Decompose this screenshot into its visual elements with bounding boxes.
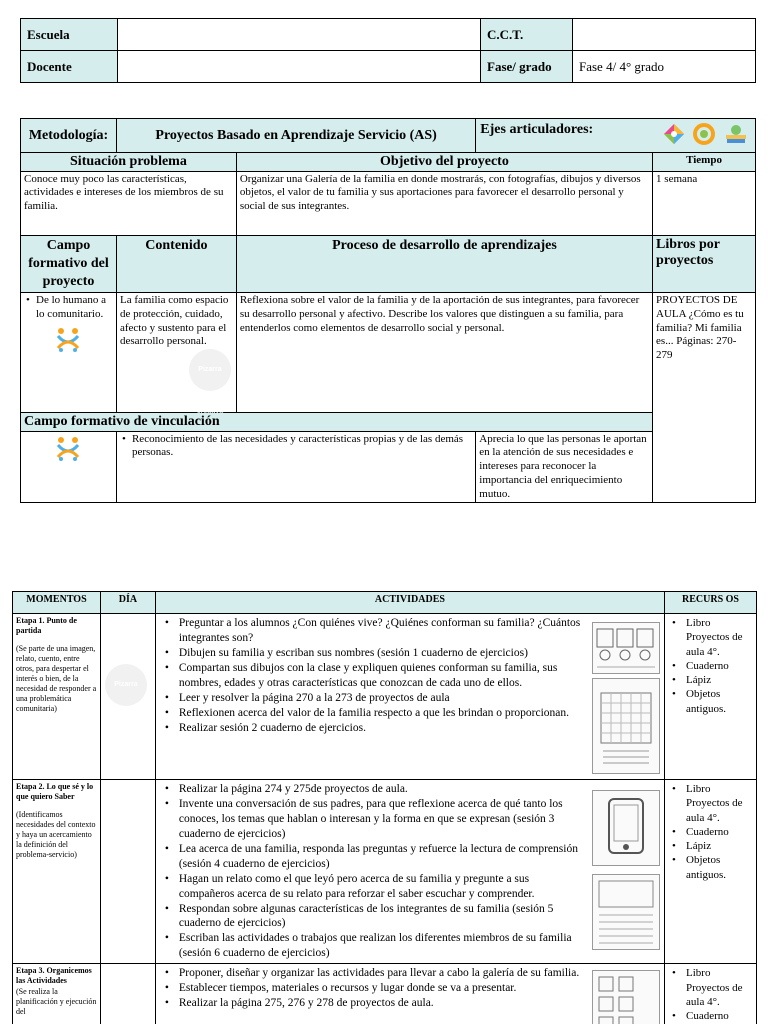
fase-label: Fase/ grado — [481, 51, 573, 83]
campo-cell — [21, 293, 117, 413]
books-icon — [724, 123, 748, 150]
school-info-table — [20, 18, 756, 83]
resource-item: • Cuaderno — [668, 825, 753, 839]
objetivo-header: Objetivo del proyecto — [236, 153, 652, 172]
situacion-text: Conoce muy poco las características, actividades e intereses de los miembros de su familia. — [21, 171, 237, 235]
vinculacion-header: Campo formativo de vinculación — [21, 413, 653, 432]
cct-field[interactable] — [573, 19, 756, 51]
resources-cell — [665, 780, 757, 964]
activities-table — [12, 591, 757, 1024]
watermark-logo: Pizarra creativa — [189, 349, 231, 391]
resources-cell — [665, 614, 757, 780]
community-icon — [55, 435, 81, 466]
project-plan-table — [20, 118, 756, 503]
campo-item: • De lo humano a lo comunitario. — [24, 294, 113, 322]
activities-cell — [155, 964, 664, 1024]
worksheet-thumbnail — [592, 622, 660, 674]
stage-title: Etapa 3. Organicemos las Actividades — [16, 966, 92, 986]
activity-item: • Reflexionen acerca del valor de la familia respecto a que les brindan o proporcionan. — [159, 706, 584, 721]
day-cell[interactable] — [100, 964, 155, 1024]
watermark-logo: Pizarra creativa — [105, 664, 147, 706]
activities-cell — [155, 614, 664, 780]
activity-item: • Lea acerca de una familia, responda las preguntas y refuerce la lectura de comprensión (sesión 4 cuaderno de ejercicios) — [159, 842, 584, 872]
resource-item: • Cuaderno — [668, 659, 753, 673]
activity-item: • Preguntar a los alumnos ¿Con quiénes vive? ¿Quiénes conforman su familia? ¿Cuántos integrantes son? — [159, 616, 584, 646]
day-cell[interactable] — [100, 780, 155, 964]
resource-item: • Objetos antiguos. — [668, 853, 753, 882]
ejes-label: Ejes articuladores: — [480, 122, 594, 138]
activities-cell — [155, 780, 664, 964]
activity-item: • Escriban las actividades o trabajos que realizan los diferentes miembros de su familia (sesión 6 cuaderno de ejercicios) — [159, 931, 584, 961]
activity-item: • Respondan sobre algunas características de los integrantes de su familia (sesión 5 cuaderno de ejercicios) — [159, 902, 584, 932]
worksheet-thumbnail — [592, 874, 660, 950]
ejes-cell — [476, 119, 756, 153]
activity-item: • Establecer tiempos, materiales o recursos y lugar donde se va a presentar. — [159, 981, 584, 996]
contenido-text: La familia como espacio de protección, cuidado, afecto y sustento para el desarrollo personal. — [119, 294, 229, 348]
libros-header: Libros por proyectos — [653, 235, 756, 293]
situacion-header: Situación problema — [21, 153, 237, 172]
vinculacion-cell — [116, 431, 475, 503]
escuela-label: Escuela — [21, 19, 118, 51]
stage-title: Etapa 1. Punto de partida — [16, 616, 77, 635]
fase-field: Fase 4/ 4° grado — [573, 51, 756, 83]
docente-label: Docente — [21, 51, 118, 83]
activity-item: • Proponer, diseñar y organizar las actividades para llevar a cabo la galería de su familia. — [159, 966, 584, 981]
worksheet-thumbnail — [592, 970, 660, 1024]
docente-field[interactable] — [118, 51, 481, 83]
resource-item: • Objetos antiguos. — [668, 687, 753, 716]
worksheet-thumbnail — [592, 790, 660, 866]
momentos-header: MOMENTOS — [13, 592, 101, 614]
resource-item: • Libro Proyectos de aula 4°. — [668, 616, 753, 659]
stage-cell — [13, 614, 101, 780]
proceso-text: Reflexiona sobre el valor de la familia y de la aportación de sus integrantes, para favorecer su desarrollo personal y afectivo. Describe los valores que distinguen a su familia, para entenderlos como elementos de desarrollo social y personal. — [236, 293, 652, 413]
vinculacion-icon-cell — [21, 431, 117, 503]
activity-item: • Hagan un relato como el que leyó pero acerca de su familia y pregunte a sus compañeros acerca de su relato para reforzar el saber escuchar y comprender. — [159, 872, 584, 902]
activity-item: • Realizar la página 275, 276 y 278 de proyectos de aula. — [159, 996, 584, 1011]
vinculacion-text: Aprecia lo que las personas le aportan en la atención de sus necesidades e intereses para reconocer la importancia del enriquecimiento mutuo. — [476, 431, 653, 503]
activity-item: • Compartan sus dibujos con la clase y expliquen quienes conforman su familia, sus nombres, edades y otras características que conozcan de cada uno de ellos. — [159, 661, 584, 691]
libros-text: PROYECTOS DE AULA ¿Cómo es tu familia? Mi familia es... Páginas: 270-279 — [653, 293, 756, 503]
resource-item: • Lápiz — [668, 673, 753, 687]
tiempo-text: 1 semana — [653, 171, 756, 235]
activity-item: • Dibujen su familia y escriban sus nombres (sesión 1 cuaderno de ejercicios) — [159, 646, 584, 661]
objetivo-text: Organizar una Galería de la familia en donde mostrarás, con fotografías, dibujos y diversos objetos, el valor de tu familia y sus aportaciones para favorecer el desarrollo personal y social de sus integrantes. — [236, 171, 652, 235]
campo-header: Campo formativo del proyecto — [21, 235, 117, 293]
metodologia-label: Metodología: — [21, 119, 117, 153]
vinculacion-item: • Reconocimiento de las necesidades y características propias y de las demás personas. — [120, 433, 472, 461]
resource-item: • Libro Proyectos de aula 4°. — [668, 966, 753, 1009]
diamond-arrows-icon — [663, 123, 685, 150]
resource-item: • Lápiz — [668, 839, 753, 853]
metodologia-value: Proyectos Basado en Aprendizaje Servicio (AS) — [116, 119, 475, 153]
stage-desc: (Se realiza la planificación y ejecución del — [16, 987, 97, 1017]
stage-cell — [13, 964, 101, 1024]
activity-item: • Realizar sesión 2 cuaderno de ejercicios. — [159, 721, 584, 736]
escuela-field[interactable] — [118, 19, 481, 51]
activity-item: • Invente una conversación de sus padres, para que reflexione acerca de qué tanto los conoces, los temas que hablan o interesan y la forma en que se expresan (sesión 3 cuaderno de ejercicios) — [159, 797, 584, 842]
proceso-header: Proceso de desarrollo de aprendizajes — [236, 235, 652, 293]
contenido-header: Contenido — [116, 235, 236, 293]
contenido-cell — [116, 293, 236, 416]
cct-label: C.C.T. — [481, 19, 573, 51]
actividades-header: ACTIVIDADES — [155, 592, 664, 614]
worksheet-thumbnail — [592, 678, 660, 774]
stage-desc: (Identificamos necesidades del contexto y haya un acercamiento la definición del problema-servicio) — [16, 810, 96, 859]
dia-header: DÍA — [100, 592, 155, 614]
resources-cell — [665, 964, 757, 1024]
day-cell[interactable] — [100, 614, 155, 780]
cycle-icon — [693, 123, 715, 150]
stage-title: Etapa 2. Lo que sé y lo que quiero Saber — [16, 782, 94, 801]
stage-desc: (Se parte de una imagen, relato, cuento, entre otros, para despertar el interés o bien, de la necesidad de responder a una problemática comunitaria) — [16, 644, 97, 713]
recursos-header: RECURS OS — [665, 592, 757, 614]
activity-item: • Leer y resolver la página 270 a la 273 de proyectos de aula — [159, 691, 584, 706]
stage-cell — [13, 780, 101, 964]
activity-item: • Realizar la página 274 y 275de proyectos de aula. — [159, 782, 584, 797]
resource-item: • Libro Proyectos de aula 4°. — [668, 782, 753, 825]
community-icon — [55, 326, 81, 357]
tiempo-header: Tiempo — [653, 153, 756, 172]
resource-item: • Cuaderno — [668, 1009, 753, 1023]
